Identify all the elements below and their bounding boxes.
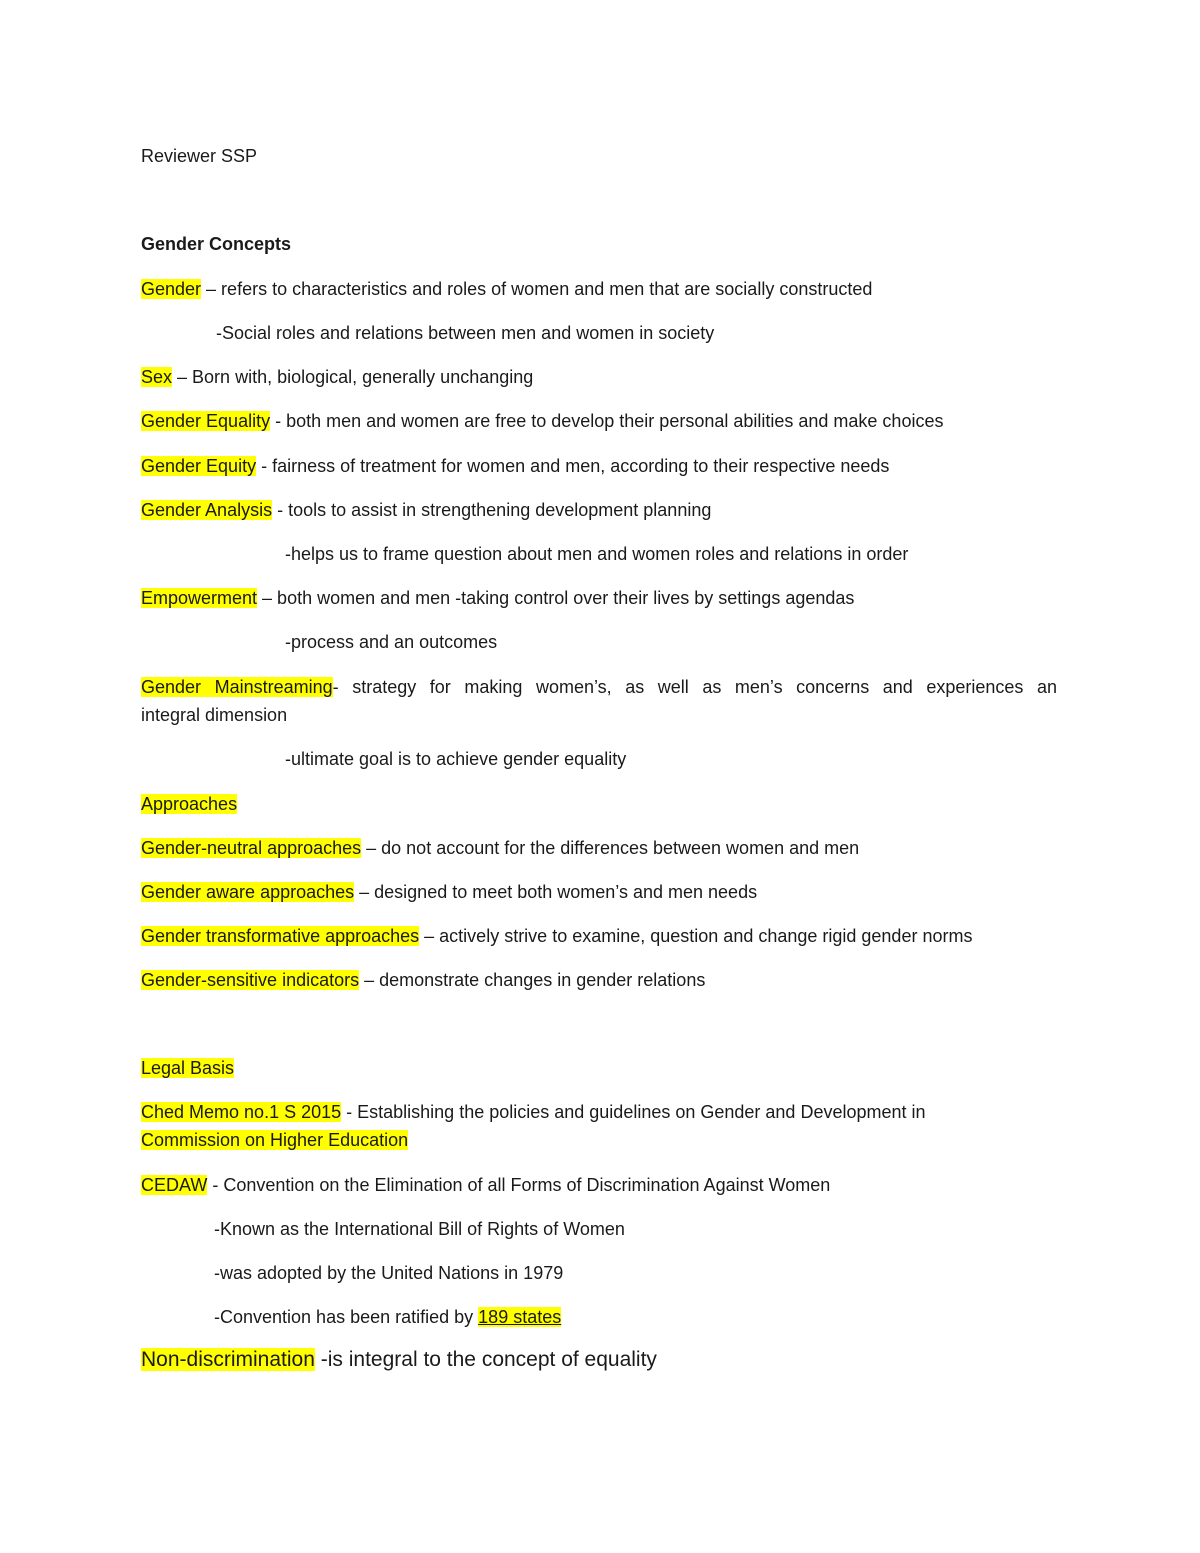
highlighted-term: Gender Equality: [141, 411, 271, 431]
definition-gender-sub: [216, 321, 714, 345]
definition-gender: [141, 277, 872, 301]
definition-gender-analysis-sub: [285, 542, 908, 566]
section-heading-text: Gender Concepts: [141, 234, 292, 254]
definition-text: - strategy for making women’s, as well as men’s concerns and experiences an: [332, 677, 1057, 697]
highlighted-term: Legal Basis: [141, 1058, 235, 1078]
definition-cedaw-sub1: [214, 1217, 625, 1241]
definition-text: - Establishing the policies and guidelines on Gender and Development in: [341, 1102, 926, 1122]
section-heading-gender-concepts: [141, 232, 291, 256]
definition-text: - both men and women are free to develop their personal abilities and make choices: [270, 411, 944, 431]
sub-point-text: -Known as the International Bill of Rights of Women: [214, 1219, 625, 1239]
definition-text: integral dimension: [141, 705, 288, 725]
sub-point-text: -ultimate goal is to achieve gender equality: [285, 749, 627, 769]
definition-gender-transformative: [141, 924, 972, 948]
highlighted-term: Gender Mainstreaming: [141, 677, 333, 697]
sub-point-text: -process and an outcomes: [285, 632, 498, 652]
definition-gender-mainstreaming-sub: [285, 747, 626, 771]
definition-gender-aware: [141, 880, 757, 904]
definition-text: – Born with, biological, generally unchanging: [172, 367, 534, 387]
highlighted-term: Gender aware approaches: [141, 882, 355, 902]
definition-cedaw: [141, 1173, 830, 1197]
highlighted-term: Gender transformative approaches: [141, 926, 420, 946]
section-heading-legal-basis: [141, 1056, 234, 1080]
definition-text: -is integral to the concept of equality: [314, 1348, 657, 1371]
definition-text: - Convention on the Elimination of all Forms of Discrimination Against Women: [207, 1175, 831, 1195]
definition-text: – do not account for the differences between women and men: [361, 838, 860, 858]
highlighted-term: Non-discrimination: [141, 1348, 315, 1371]
highlighted-term: Empowerment: [141, 588, 258, 608]
highlighted-term: Gender-neutral approaches: [141, 838, 362, 858]
document-title: [141, 144, 257, 168]
definition-gender-mainstreaming: [141, 675, 1057, 699]
definition-gender-analysis: [141, 498, 711, 522]
definition-text: – designed to meet both women’s and men needs: [354, 882, 758, 902]
highlighted-term: Gender Equity: [141, 456, 257, 476]
definition-text: - fairness of treatment for women and men, according to their respective needs: [256, 456, 890, 476]
sub-point-text: -Convention has been ratified by: [214, 1307, 479, 1327]
definition-ched-memo-cont: [141, 1128, 408, 1152]
definition-gender-sensitive-indicators: [141, 968, 705, 992]
definition-text: - tools to assist in strengthening development planning: [272, 500, 712, 520]
definition-text: – both women and men -taking control over their lives by settings agendas: [257, 588, 855, 608]
definition-sex: [141, 365, 533, 389]
definition-empowerment: [141, 586, 854, 610]
definition-text: – demonstrate changes in gender relations: [359, 970, 706, 990]
highlighted-term: 189 states: [478, 1307, 562, 1327]
sub-point-text: -helps us to frame question about men and women roles and relations in order: [285, 544, 909, 564]
highlighted-term: Gender: [141, 279, 202, 299]
definition-text: – refers to characteristics and roles of women and men that are socially constructed: [201, 279, 873, 299]
highlighted-term: Commission on Higher Education: [141, 1130, 409, 1150]
highlighted-term: Approaches: [141, 794, 238, 814]
definition-gender-equality: [141, 409, 943, 433]
definition-cedaw-sub3: [214, 1305, 561, 1329]
definition-gender-equity: [141, 454, 889, 478]
highlighted-term: CEDAW: [141, 1175, 208, 1195]
highlighted-term: Ched Memo no.1 S 2015: [141, 1102, 342, 1122]
definition-cedaw-sub2: [214, 1261, 563, 1285]
highlighted-term: Gender Analysis: [141, 500, 273, 520]
definition-non-discrimination: [141, 1346, 657, 1374]
sub-point-text: -Social roles and relations between men and women in society: [216, 323, 715, 343]
definition-ched-memo: [141, 1100, 926, 1124]
section-heading-approaches: [141, 792, 237, 816]
sub-point-text: -was adopted by the United Nations in 1979: [214, 1263, 564, 1283]
definition-gender-mainstreaming-cont: [141, 703, 287, 727]
definition-empowerment-sub: [285, 630, 497, 654]
highlighted-term: Gender-sensitive indicators: [141, 970, 360, 990]
definition-gender-neutral: [141, 836, 859, 860]
highlighted-term: Sex: [141, 367, 173, 387]
document-title-text: Reviewer SSP: [141, 146, 258, 166]
definition-text: – actively strive to examine, question and change rigid gender norms: [419, 926, 973, 946]
